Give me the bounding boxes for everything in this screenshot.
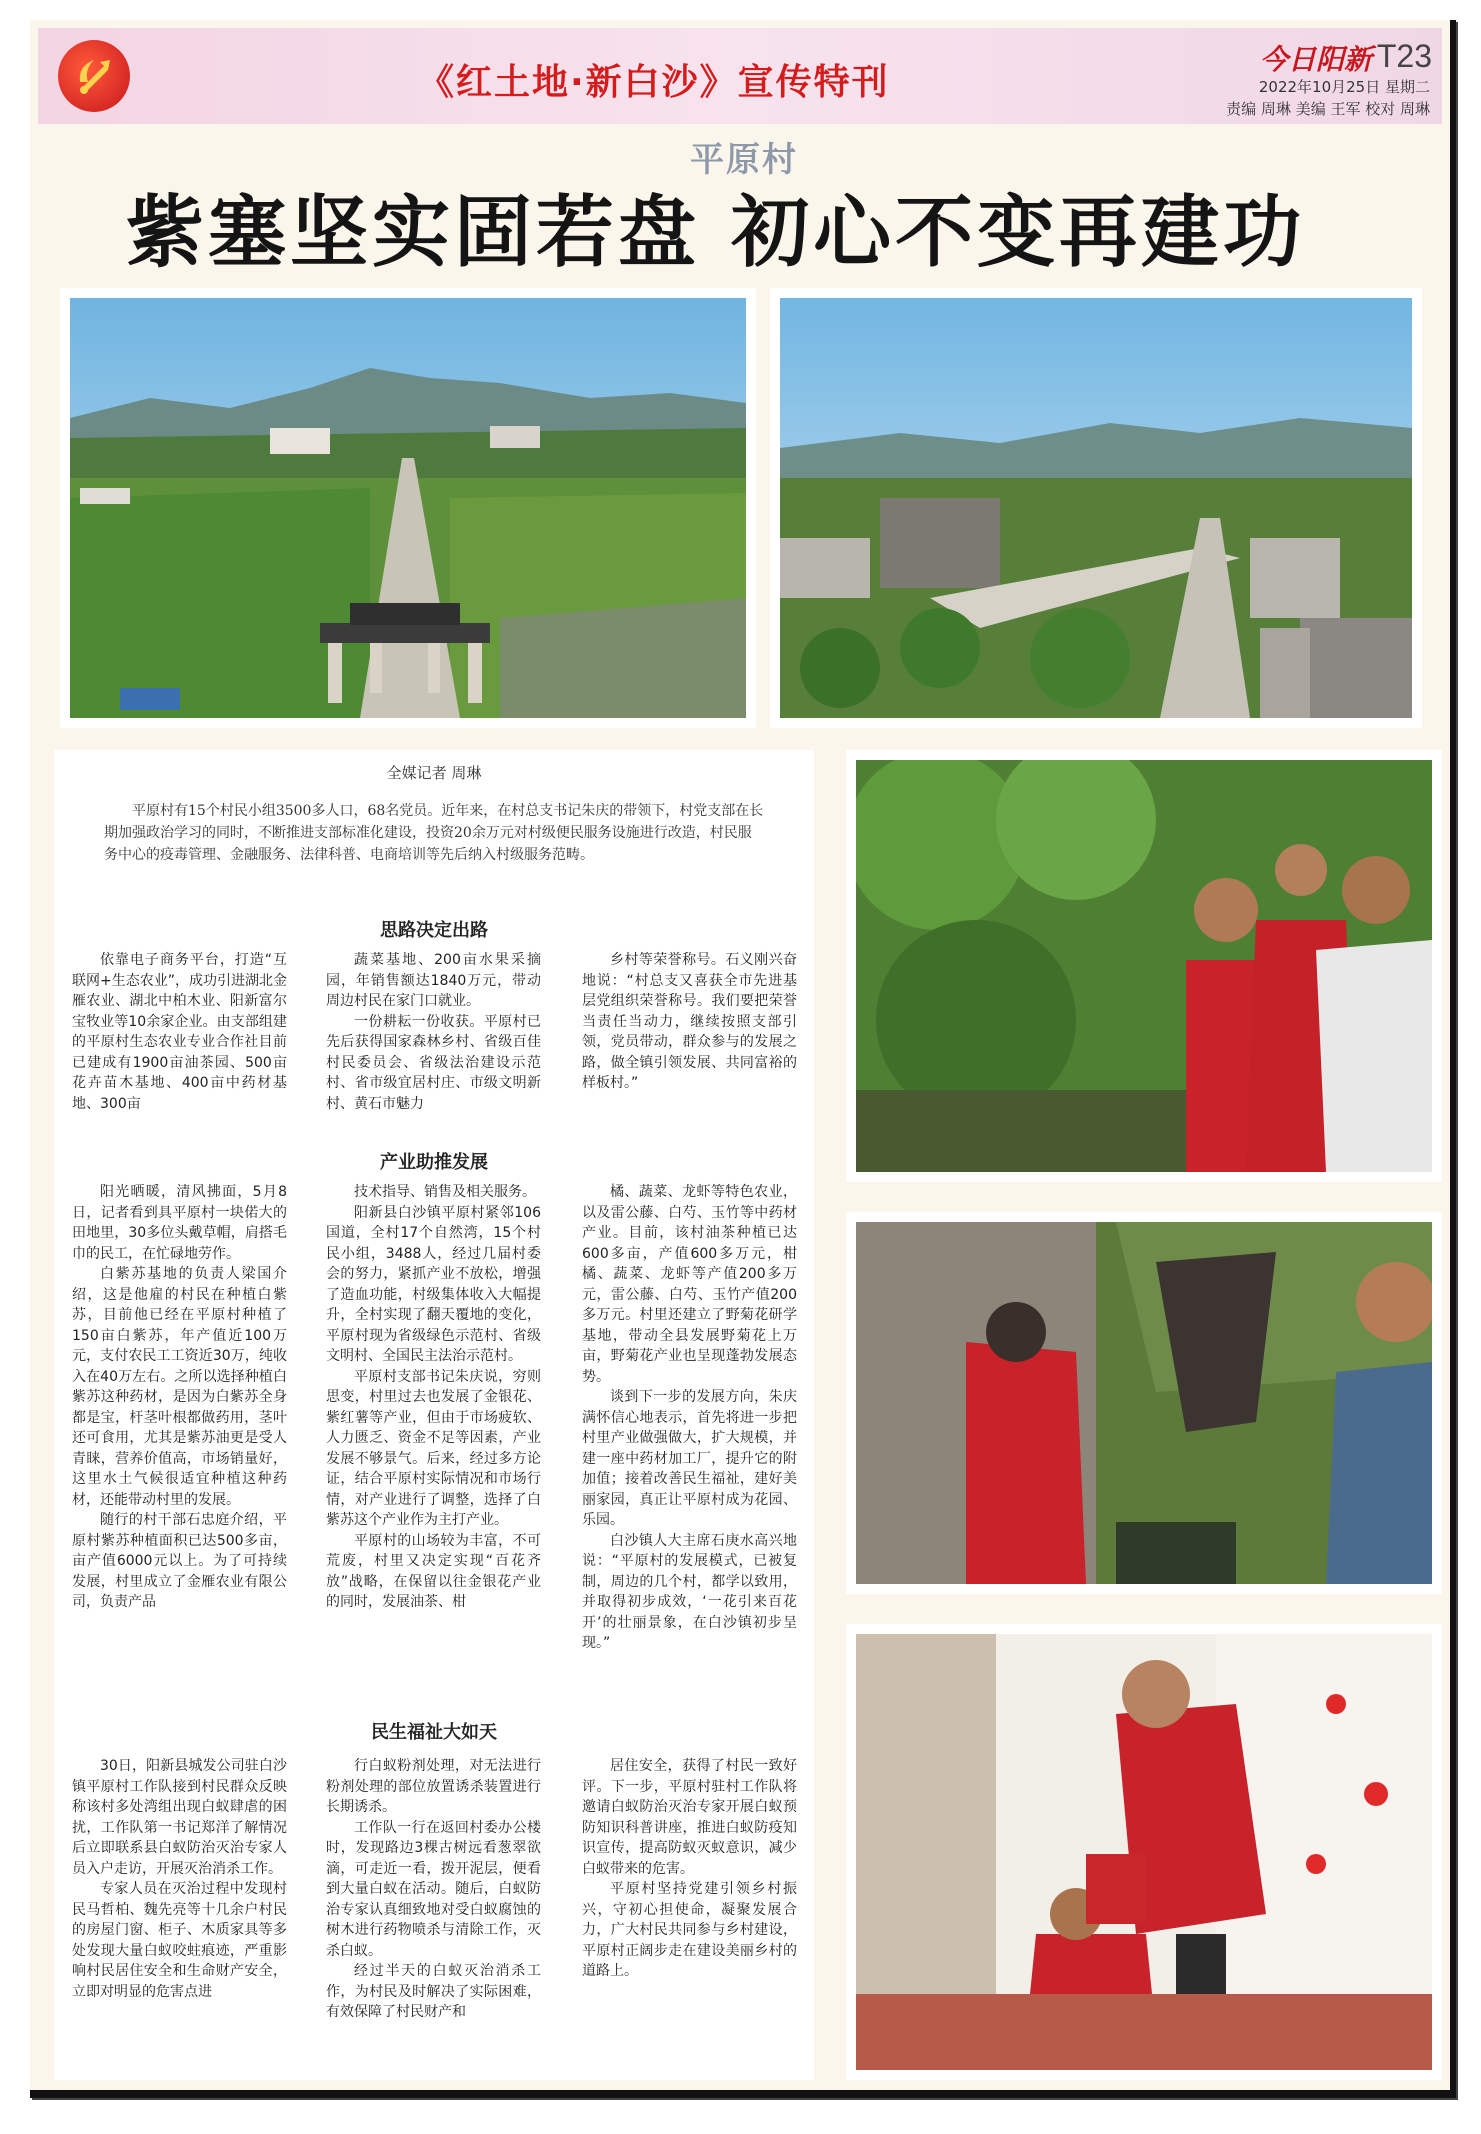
section-1-column-3: 乡村等荣誉称号。石义刚兴奋地说：“村总支又喜获全市先进基层党组织荣誉称号。我们要把荣誉当责任当动力，继续按照支部引领，党员带动，群众参与的发展之路，做全镇引领发展、共同富裕的样板村。” <box>582 952 797 1091</box>
section-1-column-2: 蔬菜基地、200亩水果采摘园，年销售额达1840万元，带动周边村民在家门口就业。 一份耕耘一份收获。平原村已先后获得国家森林乡村、省级百佳村民委员会、省级法治建设示范村、省市级宜居村庄、市级文明新村、黄石市魅力 <box>326 952 541 1112</box>
article-body <box>54 750 814 2080</box>
photo-village-aerial <box>770 288 1422 728</box>
issue-date: 2022年10月25日 星期二 <box>1258 78 1430 96</box>
section-3-column-2: 行白蚁粉剂处理，对无法进行粉剂处理的部位放置诱杀装置进行长期诱杀。 工作队一行在返回村委办公楼时，发现路边3棵古树远看葱翠欲滴，可走近一看，拨开泥层，便看到大量白蚁在活动。随后，白蚁防治专家认真细致地对受白蚁腐蚀的树木进行药物喷杀与清除工作，灭杀白蚁。 经过半天的白蚁灭治消杀工作，为村民及时解决了实际困难，有效保障了村民财产和 <box>326 1758 541 2020</box>
photo-tree-treatment <box>846 1212 1442 1594</box>
section-1-column-1: 依靠电子商务平台，打造“互联网+生态农业”，成功引进湖北金雁农业、湖北中柏木业、阳新富尔宝牧业等10余家企业。由支部组建的平原村生态农业专业合作社目前已建成有1900亩油茶园、500亩花卉苗木基地、400亩中药材基地、300亩 <box>72 952 287 1112</box>
page-number: T23 <box>1376 38 1432 74</box>
lead-paragraph: 平原村有15个村民小组3500多人口，68名党员。近年来，在村总支书记朱庆的带领下，村党支部在长期加强政治学习的同时，不断推进支部标准化建设，投资20余万元对村级便民服务设施进行改造，村民服务中心的疫毒管理、金融服务、法律科普、电商培训等先后纳入村级服务范畴。 <box>104 803 764 863</box>
editor-credits: 责编 周琳 美编 王军 校对 周琳 <box>1226 100 1430 118</box>
newspaper-page <box>30 20 1456 2098</box>
section-title-3: 民生福祉大如天 <box>371 1722 497 1743</box>
section-2-column-1: 阳光晒暖，清风拂面，5月8日，记者看到具平原村一块偌大的田地里，30多位头戴草帽，肩搭毛巾的民工，在忙碌地劳作。 白紫苏基地的负责人梁国介绍，这是他雇的村民在种植白紫苏，目前他已经在平原村种植了150亩白紫苏，年产值近100万元，支付农民工工资近30万，纯收入在40万左右。之所以选择种植白紫苏这种药材，是因为白紫苏全身都是宝，杆茎叶根都做药用，茎叶还可食用，尤其是紫苏油更是受人青睐，营养价值高，市场销量好，这里水土气候很适宜种植这种药材，还能带动村里的发展。 随行的村干部石忠庭介绍，平原村紫苏种植面积已达500多亩，亩产值6000元以上。为了可持续发展，村里成立了金雁农业有限公司，负责产品 <box>72 1184 287 1610</box>
section-2-column-2: 技术指导、销售及相关服务。 阳新县白沙镇平原村紧邻106国道，全村17个自然湾，15个村民小组，3488人，经过几届村委会的努力，紧抓产业不放松，增强了造血功能，村级集体收入大幅提升，全村实现了翻天覆地的变化，平原村现为省级绿色示范村、省级文明村、全国民主法治示范村。 平原村支部书记朱庆说，穷则思变，村里过去也发展了金银花、紫红薯等产业，但由于市场疲软、人力匮乏、资金不足等因素，产业发展不够景气。后来，经过多方论证，结合平原村实际情况和市场行情，对产业进行了调整，选择了白紫苏这个产业作为主打产业。 平原村的山场较为丰富，不可荒废，村里又决定实现“百花齐放”战略，在保留以往金银花产业的同时，发展油茶、柑 <box>326 1184 541 1610</box>
section-2-column-3: 橘、蔬菜、龙虾等特色农业，以及雷公藤、白芍、玉竹等中药材产业。目前，该村油茶种植已达600多亩，产值600多万元，柑橘、蔬菜、龙虾等产值200多万元，雷公藤、白芍、玉竹产值200多万元。村里还建立了野菊花研学基地，带动全县发展野菊花上万亩，野菊花产业也呈现蓬勃发展态势。 谈到下一步的发展方向，朱庆满怀信心地表示，首先将进一步把村里产业做强做大，扩大规模，并建一座中药材加工厂，提升它的附加值；接着改善民生福祉，建好美丽家园，真正让平原村成为花园、乐园。 白沙镇人大主席石庚水高兴地说：“平原村的发展模式，已被复制，周边的几个村，都学以致用，并取得初步成效，‘一花引来百花开’的壮丽景象，在白沙镇初步呈现。” <box>582 1184 797 1651</box>
village-kicker: 平原村 <box>690 140 798 180</box>
section-3-column-3: 居住安全，获得了村民一致好评。下一步，平原村驻村工作队将邀请白蚁防治灭治专家开展白蚁预防知识科普讲座，推进白蚁防疫知识宣传，提高防蚁灭蚁意识，减少白蚁带来的危害。 平原村坚持党建引领乡村振兴，守初心担使命，凝聚发展合力，广大村民共同参与乡村建设，平原村正阔步走在建设美丽乡村的道路上。 <box>582 1758 797 1979</box>
section-3-column-1: 30日，阳新县城发公司驻白沙镇平原村工作队接到村民群众反映称该村多处湾组出现白蚁肆虐的困扰，工作队第一书记郑洋了解情况后立即联系县白蚁防治灭治专家人员入户走访，开展灭治消杀工作。 专家人员在灭治过程中发现村民马哲柏、魏先亮等十几余户村民的房屋门窗、柜子、木质家具等多处发现大量白蚁咬蛀痕迹，严重影响村民居住安全和生命财产安全，立即对明显的危害点进 <box>72 1758 287 2000</box>
newspaper-logo: 今日阳新 <box>1259 43 1372 76</box>
byline: 全媒记者 周琳 <box>386 764 482 782</box>
photo-workers-inspection <box>846 750 1442 1182</box>
photo-indoor-termite-treatment <box>846 1624 1442 2080</box>
main-headline: 紫塞坚实固若盘 初心不变再建功 <box>126 188 1306 278</box>
party-emblem-icon <box>58 40 130 112</box>
special-issue-title: 《红土地·新白沙》宣传特刊 <box>418 62 890 103</box>
page-header <box>38 28 1442 124</box>
section-title-2: 产业助推发展 <box>380 1152 488 1173</box>
section-title-1: 思路决定出路 <box>380 920 488 941</box>
photo-village-gate-road <box>60 288 756 728</box>
